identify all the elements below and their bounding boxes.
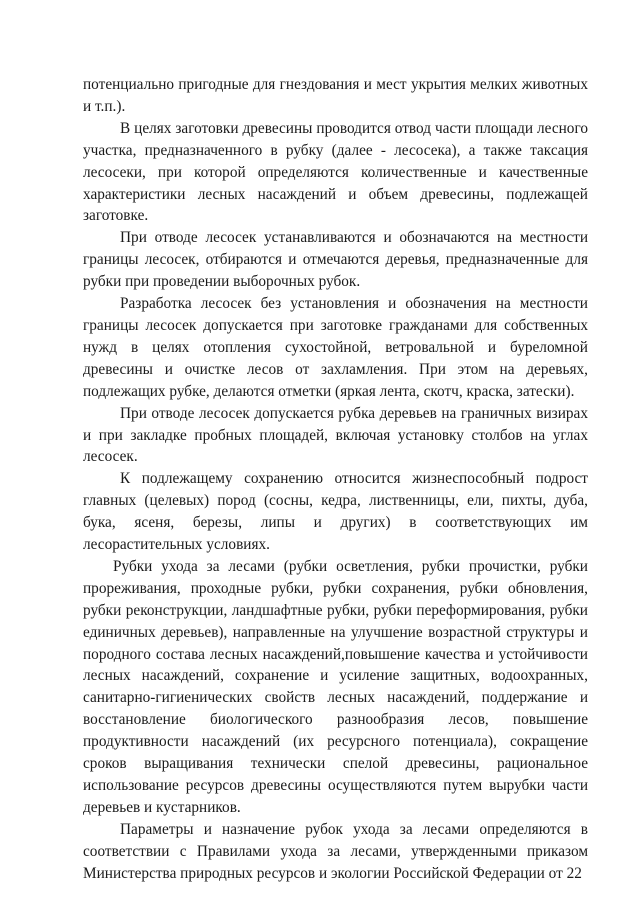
paragraph-development-without-boundaries: Разработка лесосек без установления и обозначения на местности границы лесосек допускается при заготовке гражданами для собственных нужд в целях отопления сухостойной, ветровальной и буреломной древесины и очистке лесов от захламления. При этом на деревьях, подлежащих рубке, делаются отметки (яркая лента, скотч, краска, затески).	[83, 295, 588, 400]
document-page	[83, 74, 588, 885]
paragraph-continuation: потенциально пригодные для гнездования и мест укрытия мелких животных и т.п.).	[83, 76, 588, 115]
paragraph-forest-care-parameters: Параметры и назначение рубок ухода за лесами определяются в соответствии с Правилами ухода за лесами, утвержденными приказом Министерства природных ресурсов и экологии Российской Федерации от 22	[83, 820, 588, 882]
paragraph-boundary-line-felling: При отводе лесосек допускается рубка деревьев на граничных визирах и при закладке пробных площадей, включая установку столбов на углах лесосек.	[83, 404, 588, 466]
paragraph-timber-harvest-allotment: В целях заготовки древесины проводится отвод части площади лесного участка, предназначенного в рубку (далее - лесосека), а также таксация лесосеки, при которой определяются количественные и качественные характеристики лесных насаждений и объем древесины, подлежащей заготовке.	[83, 119, 588, 225]
paragraph-forest-care-felling: Рубки ухода за лесами (рубки осветления, рубки прочистки, рубки прореживания, проходные рубки, рубки сохранения, рубки обновления, рубки реконструкции, ландшафтные рубки, рубки переформирования, рубки единичных деревьев), направленные на улучшение возрастной структуры и породного состава лесных насаждений,повышение качества и устойчивости лесных насаждений, сохранение и усиление защитных, водоохранных, санитарно-гигиенических свойств лесных насаждений, поддержание и восстановление биологического разнообразия лесов, повышение продуктивности насаждений (их ресурсного потенциала), сокращение сроков выращивания технически спелой древесины, рациональное использование ресурсов древесины осуществляются путем вырубки части деревьев и кустарников.	[83, 557, 588, 816]
paragraph-undergrowth-preservation: К подлежащему сохранению относится жизнеспособный подрост главных (целевых) пород (сосны, кедра, лиственницы, ели, пихты, дуба, бука, ясеня, березы, липы и других) в соответствующих им лесорастительных условиях.	[83, 470, 588, 554]
paragraph-cutting-area-boundaries: При отводе лесосек устанавливаются и обозначаются на местности границы лесосек, отбираются и отмечаются деревья, предназначенные для рубки при проведении выборочных рубок.	[83, 229, 588, 291]
